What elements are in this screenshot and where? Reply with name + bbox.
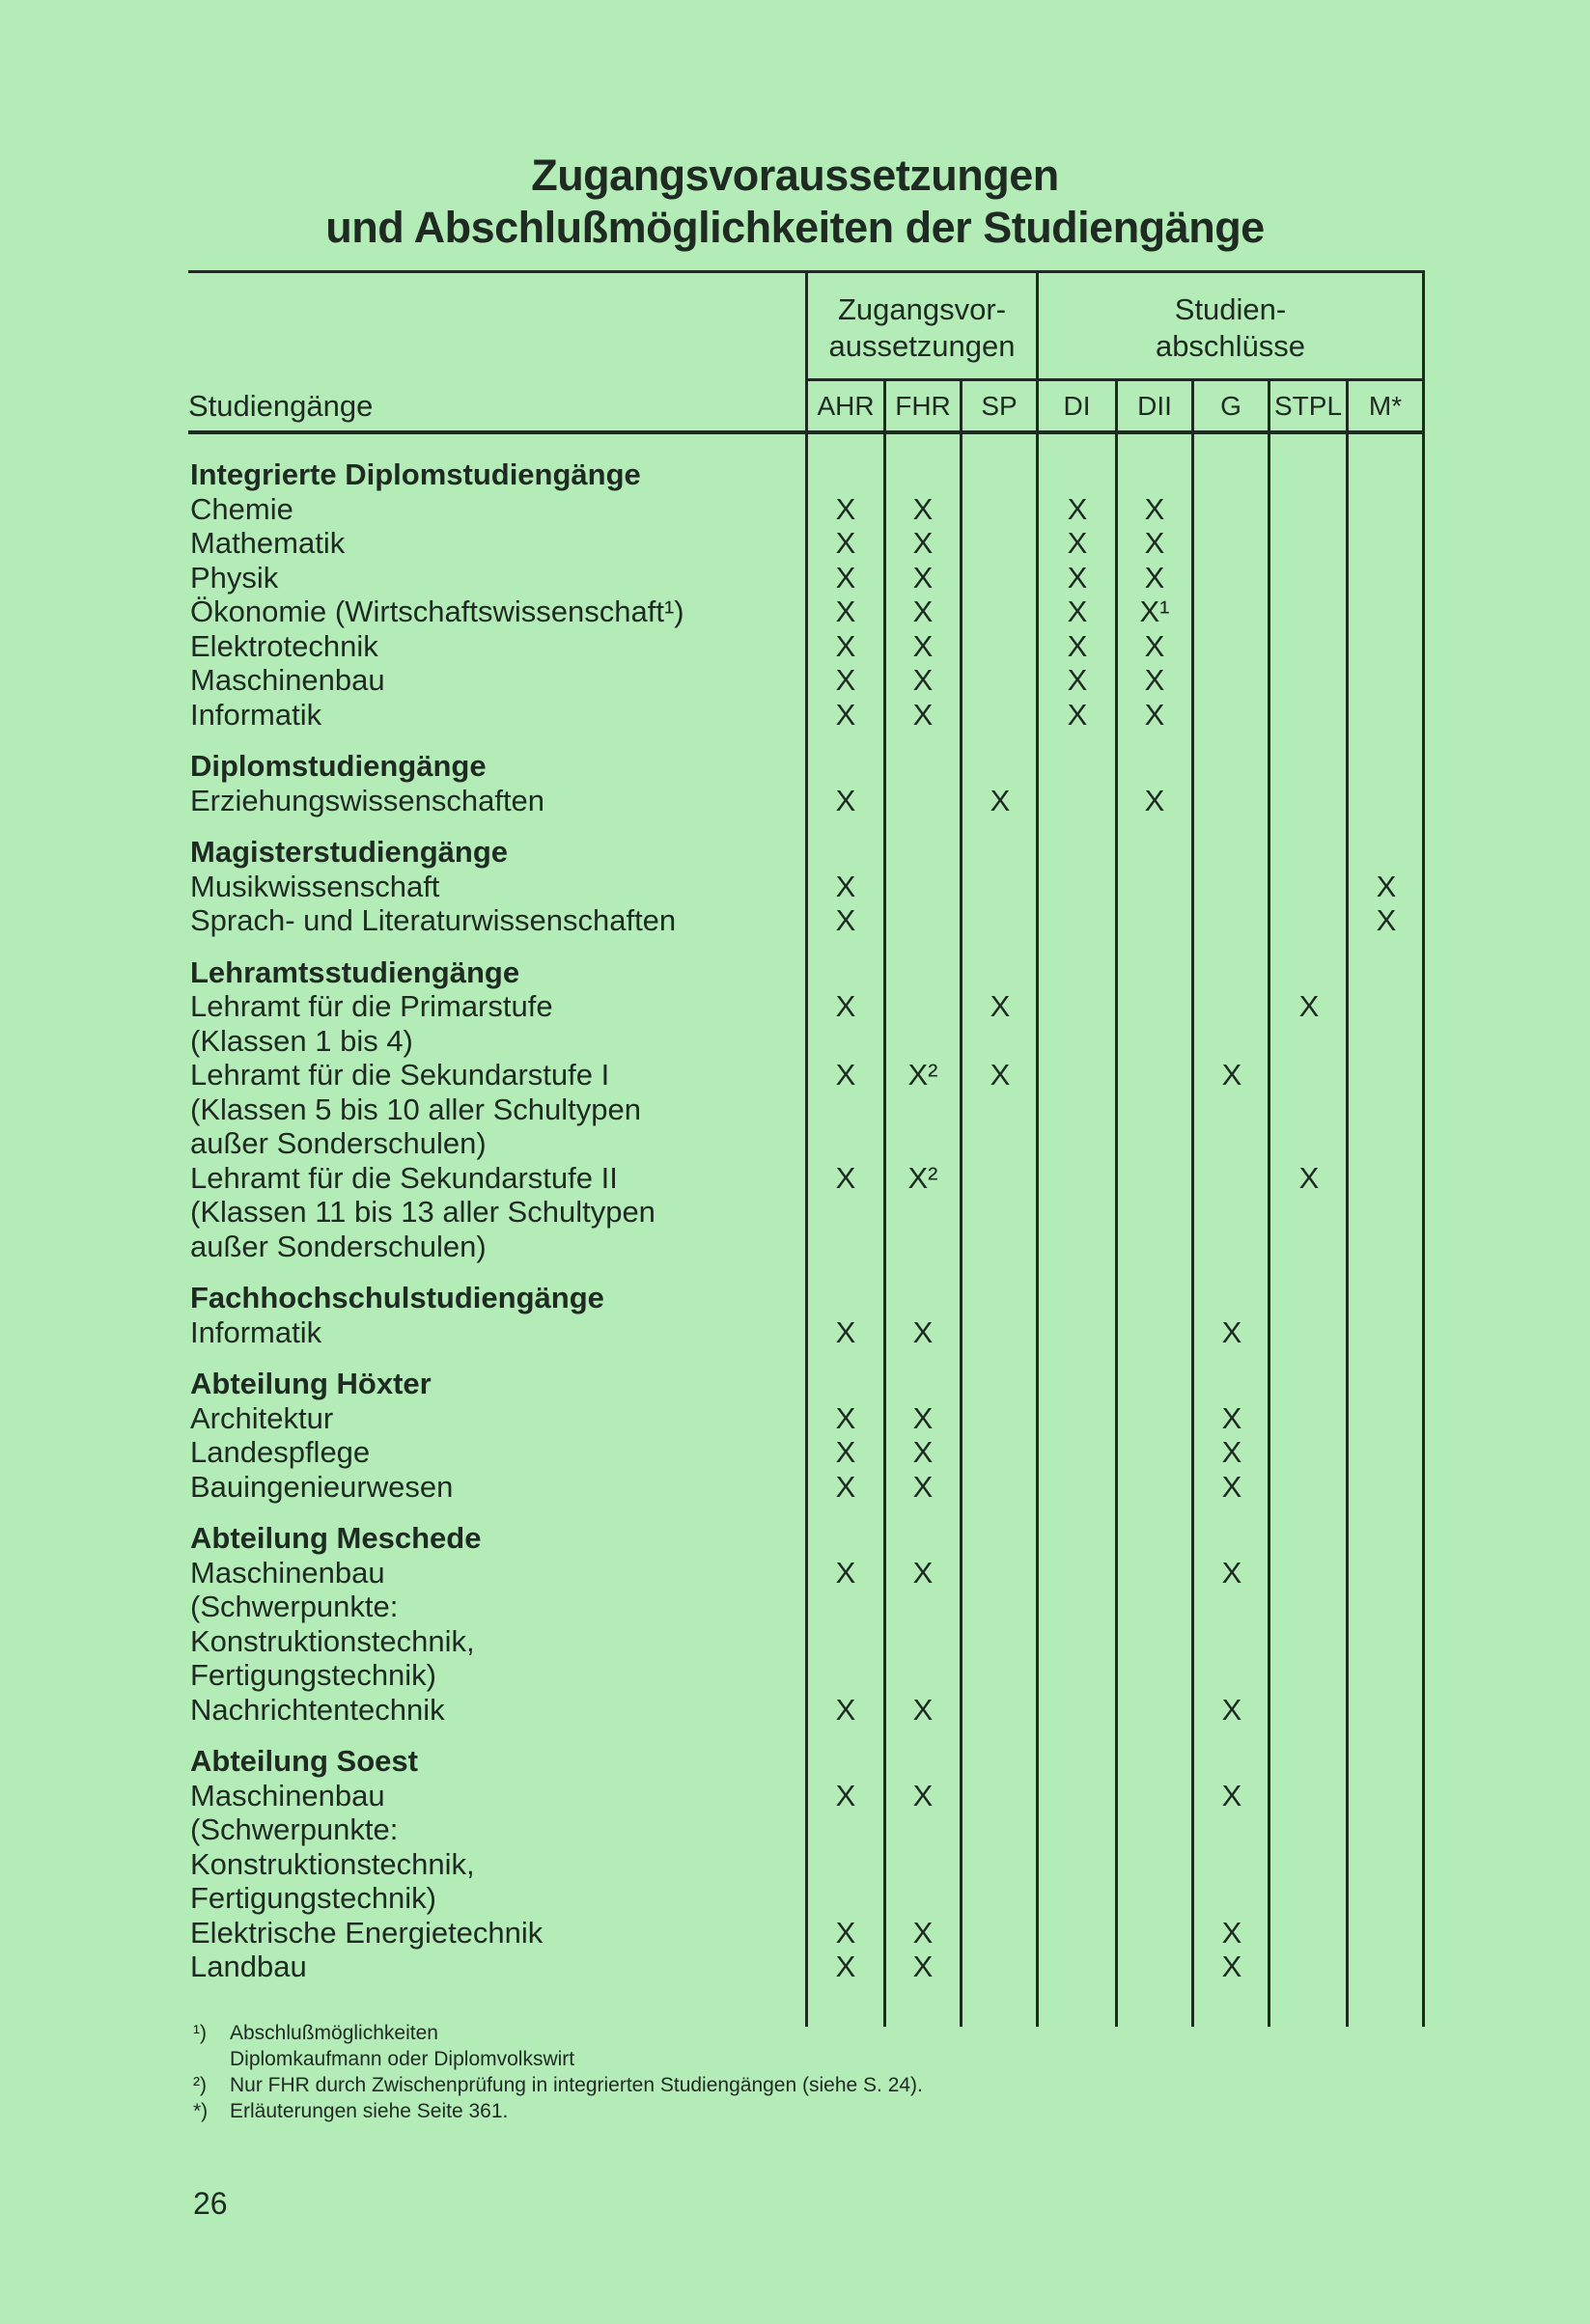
section-heading: Integrierte Diplomstudiengänge (190, 457, 641, 491)
table-row (0, 989, 1590, 1024)
footnote-3-text: Erläuterungen siehe Seite 361. (230, 2100, 509, 2122)
course-label: Mathematik (190, 526, 346, 560)
mark-ahr: X (835, 1435, 856, 1469)
table-row (0, 1916, 1590, 1950)
mark-fhr: X (912, 1314, 934, 1349)
table-row (0, 1779, 1590, 1813)
course-label: Sprach- und Literaturwissenschaften (190, 903, 677, 937)
mark-ahr: X (835, 1058, 856, 1092)
table-row (0, 1470, 1590, 1505)
column-header-ahr: AHR (817, 391, 875, 421)
mark-g: X (1221, 1400, 1242, 1435)
section-heading: Abteilung Höxter (190, 1367, 432, 1400)
table-row (0, 1693, 1590, 1728)
mark-m: X (1376, 869, 1397, 903)
table-row (0, 1126, 1590, 1161)
mark-ahr: X (835, 560, 856, 595)
course-label: Musikwissenschaft (190, 869, 440, 903)
footnote-1-continued (193, 2046, 574, 2072)
course-label: Maschinenbau (190, 1555, 385, 1590)
mark-dii: X (1144, 663, 1165, 697)
mark-g: X (1221, 1435, 1242, 1469)
mark-fhr: X (912, 663, 934, 697)
table-row (0, 1401, 1590, 1436)
mark-ahr: X (835, 1778, 856, 1812)
mark-ahr: X (835, 1950, 856, 1983)
mark-ahr: X (835, 628, 856, 663)
mark-g: X (1221, 1950, 1242, 1983)
mark-sp: X (990, 783, 1011, 817)
header-abschluss-line-2: abschlüsse (1155, 329, 1306, 363)
mark-g: X (1221, 1555, 1242, 1590)
mark-ahr: X (835, 1469, 856, 1504)
table-row (0, 1812, 1590, 1847)
mark-fhr: X (912, 628, 934, 663)
column-header-di: DI (1063, 391, 1091, 421)
header-zugang-line-2: aussetzungen (828, 329, 1016, 363)
mark-g: X (1221, 1915, 1242, 1950)
mark-fhr: X (912, 1950, 934, 1983)
mark-g: X (1221, 1314, 1242, 1349)
table-row (0, 1195, 1590, 1230)
course-label: Physik (190, 560, 279, 595)
mark-ahr: X (835, 869, 856, 903)
mark-fhr: X (912, 491, 934, 526)
mark-ahr: X (835, 1314, 856, 1349)
footnote-1-marker: ¹) (193, 2022, 207, 2044)
mark-dii: X (1144, 560, 1165, 595)
section-row (0, 1521, 1590, 1556)
mark-fhr: X (912, 1469, 934, 1504)
mark-di: X (1067, 697, 1088, 732)
mark-ahr: X (835, 595, 856, 628)
footnote-1-line-1: Abschlußmöglichkeiten (230, 2022, 438, 2044)
table-row (0, 903, 1590, 938)
table-row (0, 1847, 1590, 1882)
mark-fhr: X (912, 1400, 934, 1435)
mark-ahr: X (835, 491, 856, 526)
table-row (0, 1658, 1590, 1693)
course-label: Fertigungstechnik) (190, 1881, 437, 1915)
mark-dii: X (1144, 491, 1165, 526)
mark-dii: X (1144, 697, 1165, 732)
mark-g: X (1221, 1469, 1242, 1504)
mark-g: X (1221, 1692, 1242, 1727)
section-row (0, 1744, 1590, 1779)
table-row (0, 1161, 1590, 1196)
mark-stpl: X (1298, 1160, 1320, 1195)
header-studienabschluesse (1039, 291, 1422, 365)
footnote-2-marker: ²) (193, 2074, 207, 2096)
mark-ahr: X (835, 1160, 856, 1195)
course-label: Ökonomie (Wirtschaftswissenschaft¹) (190, 595, 684, 628)
footnote-3-marker: *) (193, 2100, 209, 2122)
mark-di: X (1067, 628, 1088, 663)
column-header-stpl: STPL (1273, 391, 1343, 421)
mark-ahr: X (835, 526, 856, 560)
course-label: (Schwerpunkte: (190, 1812, 399, 1846)
course-label: Nachrichtentechnik (190, 1692, 445, 1727)
course-label: Bauingenieurwesen (190, 1469, 454, 1504)
mark-fhr: X (912, 526, 934, 560)
header-zugang-line-1: Zugangsvor- (837, 292, 1007, 326)
table-row (0, 870, 1590, 904)
course-label: (Klassen 11 bis 13 aller Schultypen (190, 1195, 656, 1229)
table-row (0, 561, 1590, 595)
course-label: außer Sonderschulen) (190, 1126, 487, 1160)
course-label: Architektur (190, 1400, 334, 1435)
footnote-3 (193, 2098, 508, 2124)
course-label: (Klassen 5 bis 10 aller Schultypen (190, 1092, 641, 1126)
table-row (0, 629, 1590, 664)
course-label: Chemie (190, 491, 293, 526)
course-label: Konstruktionstechnik, (190, 1846, 475, 1881)
mark-fhr: X² (907, 1058, 938, 1092)
course-label: Konstruktionstechnik, (190, 1623, 475, 1658)
mark-sp: X (990, 989, 1011, 1023)
mark-di: X (1067, 491, 1088, 526)
mark-di: X (1067, 595, 1088, 628)
course-label: Elektrische Energietechnik (190, 1915, 544, 1950)
table-row (0, 1093, 1590, 1127)
mark-fhr: X (912, 1692, 934, 1727)
mark-fhr: X (912, 1778, 934, 1812)
mark-dii: X (1144, 526, 1165, 560)
section-row (0, 457, 1590, 492)
footnote-1 (193, 2020, 438, 2046)
mark-di: X (1067, 663, 1088, 697)
table-row (0, 1230, 1590, 1264)
mark-dii: X¹ (1139, 595, 1170, 628)
course-label: Maschinenbau (190, 1778, 385, 1812)
table-row (0, 1556, 1590, 1591)
mark-m: X (1376, 903, 1397, 937)
course-label: Landbau (190, 1950, 307, 1983)
mark-fhr: X (912, 595, 934, 628)
mark-dii: X (1144, 628, 1165, 663)
mark-fhr: X (912, 697, 934, 732)
table-row (0, 1315, 1590, 1350)
mark-ahr: X (835, 1692, 856, 1727)
section-heading: Diplomstudiengänge (190, 749, 487, 783)
section-heading: Lehramtsstudiengänge (190, 954, 520, 989)
table-row (0, 492, 1590, 527)
section-heading: Magisterstudiengänge (190, 835, 508, 869)
course-label: Maschinenbau (190, 663, 385, 697)
mark-ahr: X (835, 783, 856, 817)
mark-fhr: X (912, 1915, 934, 1950)
section-row (0, 835, 1590, 870)
table-row (0, 663, 1590, 698)
column-header-fhr: FHR (895, 391, 951, 421)
course-label: Lehramt für die Primarstufe (190, 989, 553, 1023)
page-number: 26 (193, 2186, 228, 2221)
course-label: außer Sonderschulen) (190, 1229, 487, 1263)
table-row (0, 698, 1590, 733)
header-zugangsvoraussetzungen (808, 291, 1036, 365)
course-label: (Klassen 1 bis 4) (190, 1023, 413, 1058)
table-row (0, 1435, 1590, 1470)
section-heading: Fachhochschulstudiengänge (190, 1281, 604, 1314)
course-label: Elektrotechnik (190, 628, 378, 663)
table-row (0, 1058, 1590, 1093)
mark-fhr: X² (907, 1160, 938, 1195)
mark-g: X (1221, 1058, 1242, 1092)
course-label: Erziehungswissenschaften (190, 783, 545, 817)
section-heading: Abteilung Meschede (190, 1521, 482, 1555)
section-row (0, 749, 1590, 784)
course-label: Fertigungstechnik) (190, 1658, 437, 1692)
table-row (0, 784, 1590, 818)
footnote-2-text: Nur FHR durch Zwischenprüfung in integrierten Studiengängen (siehe S. 24). (230, 2074, 923, 2096)
course-label: (Schwerpunkte: (190, 1590, 399, 1623)
mark-ahr: X (835, 663, 856, 697)
mark-dii: X (1144, 783, 1165, 817)
table-row (0, 1881, 1590, 1916)
mark-ahr: X (835, 989, 856, 1023)
course-label: Lehramt für die Sekundarstufe I (190, 1058, 610, 1092)
section-row (0, 1281, 1590, 1315)
table-row (0, 1950, 1590, 1984)
mark-fhr: X (912, 1435, 934, 1469)
mark-di: X (1067, 526, 1088, 560)
course-label: Informatik (190, 697, 322, 732)
column-header-m: M* (1368, 391, 1403, 421)
mark-sp: X (990, 1058, 1011, 1092)
column-header-dii: DII (1137, 391, 1172, 421)
page-title-line-2: und Abschlußmöglichkeiten der Studiengänge (325, 203, 1265, 252)
column-header-g: G (1220, 391, 1241, 421)
page-title-line-1: Zugangsvoraussetzungen (531, 151, 1059, 200)
section-heading: Abteilung Soest (190, 1744, 418, 1778)
section-row (0, 1367, 1590, 1401)
header-studiengaenge: Studiengänge (188, 389, 374, 423)
table-row (0, 1590, 1590, 1624)
section-row (0, 955, 1590, 990)
mark-ahr: X (835, 1400, 856, 1435)
mark-di: X (1067, 560, 1088, 595)
mark-ahr: X (835, 697, 856, 732)
table-row (0, 595, 1590, 629)
footnote-1-line-2: Diplomkaufmann oder Diplomvolkswirt (230, 2048, 575, 2070)
course-label: Informatik (190, 1314, 322, 1349)
course-label: Lehramt für die Sekundarstufe II (190, 1160, 618, 1195)
mark-stpl: X (1298, 989, 1320, 1023)
table-row (0, 526, 1590, 561)
column-header-sp: SP (981, 391, 1018, 421)
mark-fhr: X (912, 560, 934, 595)
mark-fhr: X (912, 1555, 934, 1590)
mark-ahr: X (835, 1915, 856, 1950)
mark-ahr: X (835, 1555, 856, 1590)
mark-ahr: X (835, 903, 856, 937)
table-row (0, 1624, 1590, 1659)
table-row (0, 1024, 1590, 1059)
footnote-2 (193, 2072, 923, 2098)
course-label: Landespflege (190, 1435, 371, 1469)
mark-g: X (1221, 1778, 1242, 1812)
header-abschluss-line-1: Studien- (1174, 292, 1287, 326)
